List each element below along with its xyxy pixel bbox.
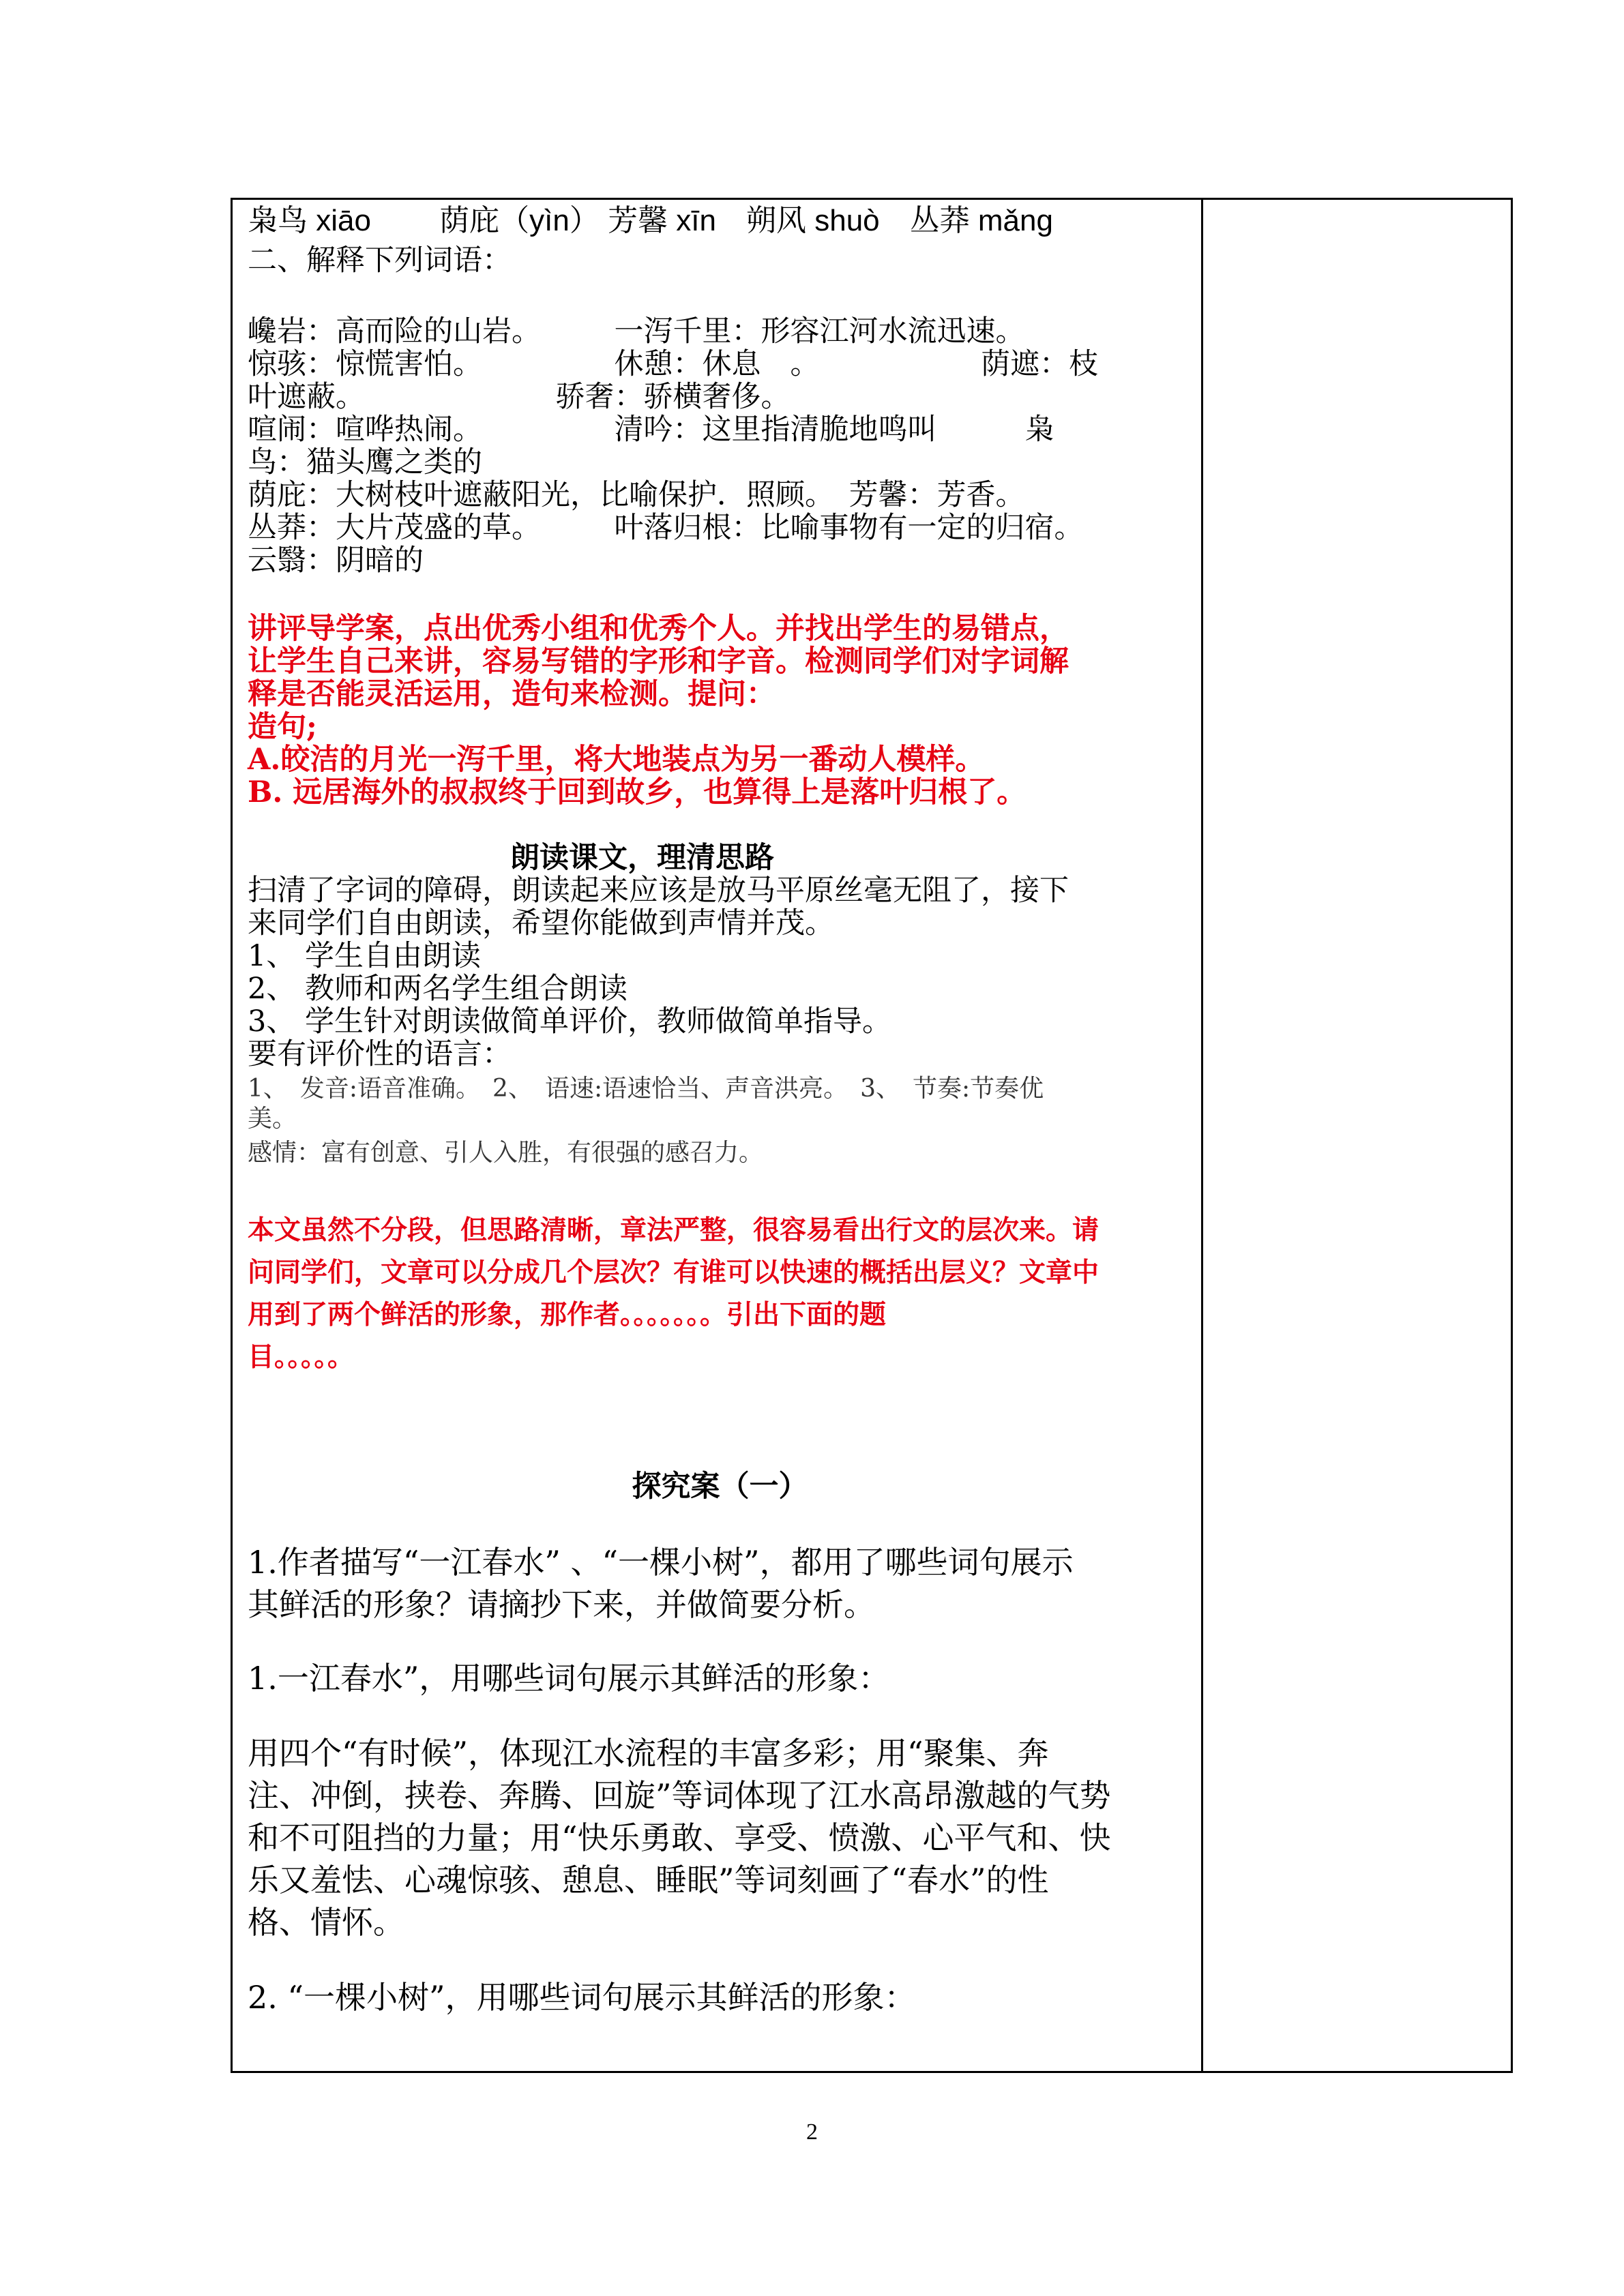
- question-1-line: 1.作者描写“一江春水” 、“一棵小树”，都用了哪些词句展示: [248, 1544, 1074, 1581]
- page-number: 2: [806, 2119, 818, 2145]
- section-title-definitions: 二、解释下列词语：: [248, 243, 512, 278]
- definition-line: 丛莽：大片茂盛的草。 叶落归根：比喻事物有一定的归宿。: [248, 511, 1084, 545]
- column-divider: [1201, 200, 1203, 2071]
- structure-note-line: 本文虽然不分段，但思路清晰，章法严整，很容易看出行文的层次来。请: [248, 1214, 1099, 1246]
- definition-line: 荫庇：大树枝叶遮蔽阳光，比喻保护．照顾。 芳馨：芳香。: [248, 478, 1025, 512]
- teacher-note-line: 释是否能灵活运用，造句来检测。提问：: [248, 677, 776, 711]
- sub-answer-1-line: 用四个“有时候”，体现江水流程的丰富多彩；用“聚集、奔: [248, 1735, 1049, 1772]
- inquiry-title: 探究案（一）: [632, 1470, 808, 1504]
- reading-section-title: 朗读课文，理清思路: [510, 841, 774, 875]
- reading-step: 2、 教师和两名学生组合朗读: [248, 972, 628, 1006]
- question-1-line: 其鲜活的形象？请摘抄下来，并做简要分析。: [248, 1586, 875, 1623]
- evaluation-line: 美。: [248, 1105, 297, 1133]
- example-sentence-b: B. 远居海外的叔叔终于回到故乡，也算得上是落叶归根了。: [248, 775, 1027, 809]
- definition-line: 惊骇：惊慌害怕。 休憩：休息 。 荫遮：枝: [248, 347, 1098, 381]
- example-sentence-a: A.皎洁的月光一泻千里，将大地装点为另一番动人模样。: [248, 743, 985, 777]
- evaluation-line: 1、 发音:语音准确。 2、 语速:语速恰当、声音洪亮。 3、 节奏:节奏优: [248, 1075, 1044, 1103]
- sub-answer-1-line: 乐又羞怯、心魂惊骇、憩息、睡眠”等词刻画了“春水”的性: [248, 1862, 1049, 1898]
- reading-intro-line: 来同学们自由朗读，希望你能做到声情并茂。: [248, 906, 834, 940]
- teacher-note-line: 造句;: [248, 710, 317, 744]
- structure-note-line: 目。。。。。: [248, 1341, 355, 1373]
- teacher-note-line: 讲评导学案，点出优秀小组和优秀个人。并找出学生的易错点，: [248, 612, 1069, 646]
- sub-answer-1-line: 注、冲倒，挟卷、奔腾、回旋”等词体现了江水高昂激越的气势: [248, 1777, 1111, 1814]
- sub-question-1-title: 1.一江春水”，用哪些词句展示其鲜活的形象：: [248, 1660, 890, 1697]
- sub-question-2-title: 2. “一棵小树”，用哪些词句展示其鲜活的形象：: [248, 1979, 916, 2016]
- lesson-table: [231, 198, 1513, 2073]
- structure-note-line: 问同学们，文章可以分成几个层次？有谁可以快速的概括出层义？文章中: [248, 1257, 1099, 1288]
- reading-step: 1、 学生自由朗读: [248, 939, 482, 973]
- sub-answer-1-line: 和不可阻挡的力量；用“快乐勇敢、享受、愤激、心平气和、快: [248, 1819, 1111, 1856]
- definition-line: 鸟：猫头鹰之类的: [248, 445, 482, 479]
- structure-note-line: 用到了两个鲜活的形象，那作者。。。。。。。引出下面的题: [248, 1299, 887, 1330]
- reading-step: 3、 学生针对朗读做简单评价，教师做简单指导。: [248, 1004, 892, 1039]
- evaluation-line: 感情：富有创意、引人入胜，有很强的感召力。: [248, 1139, 764, 1167]
- definition-line: 喧闹：喧哗热闹。 清吟：这里指清脆地鸣叫 枭: [248, 413, 1054, 447]
- definition-line: 巉岩：高而险的山岩。 一泻千里：形容江河水流迅速。: [248, 314, 1025, 348]
- evaluation-title: 要有评价性的语言：: [248, 1037, 512, 1071]
- definition-line: 叶遮蔽。 骄奢：骄横奢侈。: [248, 380, 791, 414]
- teacher-note-line: 让学生自己来讲，容易写错的字形和字音。检测同学们对字词解: [248, 644, 1069, 679]
- reading-intro-line: 扫清了字词的障碍，朗读起来应该是放马平原丝毫无阻了，接下: [248, 874, 1069, 908]
- definition-line: 云翳：阴暗的: [248, 543, 424, 578]
- sub-answer-1-line: 格、情怀。: [248, 1904, 404, 1941]
- pinyin-line: 枭鸟 xiāo 荫庇（yìn） 芳馨 xīn 朔风 shuò 丛莽 mǎng: [248, 204, 1053, 237]
